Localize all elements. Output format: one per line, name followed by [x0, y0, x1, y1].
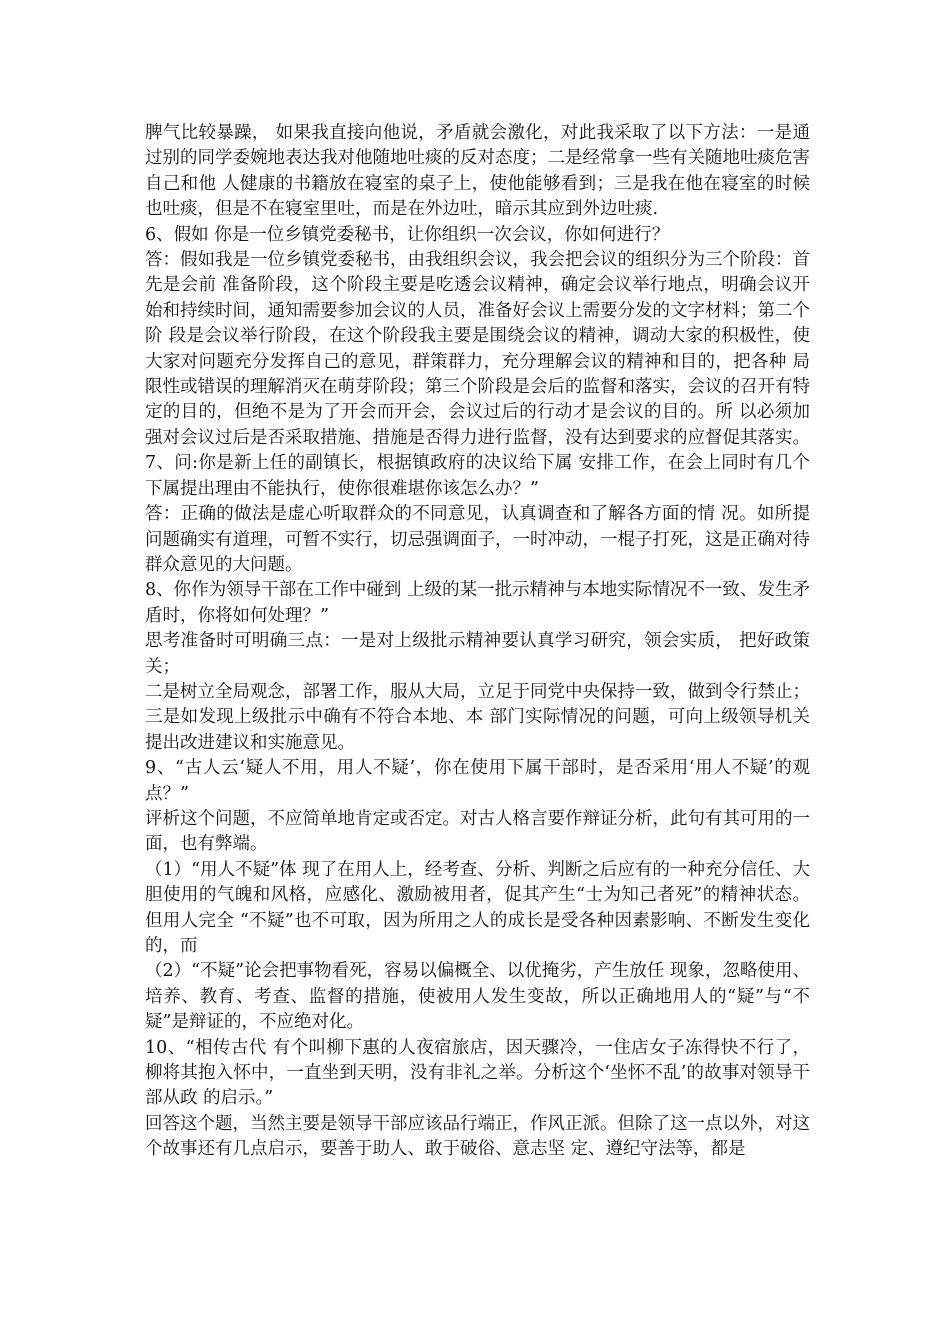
document-body	[145, 121, 810, 1163]
question-6: 6、假如 你是一位乡镇党委秘书，让你组织一次会议，你如何进行？	[145, 224, 670, 245]
answer-10: 回答这个题，当然主要是领导干部应该品行端正，作风正派。但除了这一点以外，对这个故事还有几点启示，要善于助人、敢于破俗、意志坚 定、遵纪守法等，都是	[145, 1113, 810, 1160]
answer-8-point-1: 思考准备时可明确三点：一是对上级批示精神要认真学习研究，领会实质， 把好政策关；	[145, 631, 810, 677]
question-7: 7、问:你是新上任的副镇长，根据镇政府的决议给下属 安排工作，在会上同时有几个下属提出理由不能执行，使你很难堪你该怎么办？”	[145, 453, 810, 499]
answer-8-point-3: 三是如发现上级批示中确有不符合本地、本 部门实际情况的问题，可向上级领导机关提出改进建议和实施意见。	[145, 707, 810, 753]
answer-6: 答：假如我是一位乡镇党委秘书，由我组织会议，我会把会议的组织分为三个阶段：首先是会前 准备阶段，这个阶段主要是吃透会议精神，确定会议举行地点，明确会议开始和持续时间，通知需要参加会议的人员，准备好会议上需要分发的文字材料；第二个阶 段是会议举行阶段，在这个阶段我主要是围绕会议的精神，调动大家的积极性，使大家对问题充分发挥自己的意见，群策群力，充分理解会议的精神和目的，把各种 局限性或错误的理解消灭在萌芽阶段；第三个阶段是会后的监督和落实，会议的召开有特定的目的，但绝不是为了开会而开会，会议过后的行动才是会议的目的。所 以必须加强对会议过后是否采取措施、措施是否得力进行监督，没有达到要求的应督促其落实。	[145, 250, 810, 448]
question-9: 9、“古人云‘疑人不用，用人不疑’，你在使用下属干部时，是否采用‘用人不疑’的观点？”	[145, 758, 810, 804]
answer-9-intro: 评析这个问题，不应简单地肯定或否定。对古人格言要作辩证分析，此句有其可用的一面，也有弊端。	[145, 808, 810, 855]
answer-7: 答：正确的做法是虚心听取群众的不同意见，认真调查和了解各方面的情 况。如所提问题确实有道理，可暂不实行，切忌强调面子，一时冲动，一棍子打死，这是正确对待群众意见的大问题。	[145, 504, 810, 575]
paragraph-intro-continuation: 脾气比较暴躁， 如果我直接向他说，矛盾就会激化，对此我采取了以下方法：一是通过别的同学委婉地表达我对他随地吐痰的反对态度；二是经常拿一些有关随地吐痰危害自己和他 人健康的书籍放在寝室的桌子上，使他能够看到；三是我在他在寝室的时候也吐痰，但是不在寝室里吐，而是在外边吐，暗示其应到外边吐痰.	[145, 123, 810, 220]
answer-9-point-2: （2）“不疑”论会把事物看死，容易以偏概全、以优掩劣，产生放任 现象，忽略使用、培养、教育、考查、监督的措施，使被用人发生变故，所以正确地用人的“疑”与“不疑”是辩证的，不应绝对化。	[145, 961, 810, 1033]
answer-8-point-2: 二是树立全局观念，部署工作，服从大局，立足于同党中央保持一致，做到令行禁止；	[145, 681, 810, 702]
answer-9-point-1: （1）“用人不疑”体 现了在用人上，经考查、分析、判断之后应有的一种充分信任、大胆使用的气魄和风格，应感化、激励被用者，促其产生“士为知己者死”的精神状态。但用人完全 “不疑”也不可取，因为所用之人的成长是受各种因素影响、不断发生变化的，而	[145, 859, 810, 956]
question-8: 8、你作为领导干部在工作中碰到 上级的某一批示精神与本地实际情况不一致、发生矛盾时，你将如何处理？”	[145, 580, 810, 626]
question-10: 10、“相传古代 有个叫柳下惠的人夜宿旅店，因天骤冷，一住店女子冻得快不行了，柳将其抱入怀中，一直坐到天明，没有非礼之举。分析这个‘坐怀不乱’的故事对领导干部从政 的启示。”	[145, 1037, 810, 1109]
